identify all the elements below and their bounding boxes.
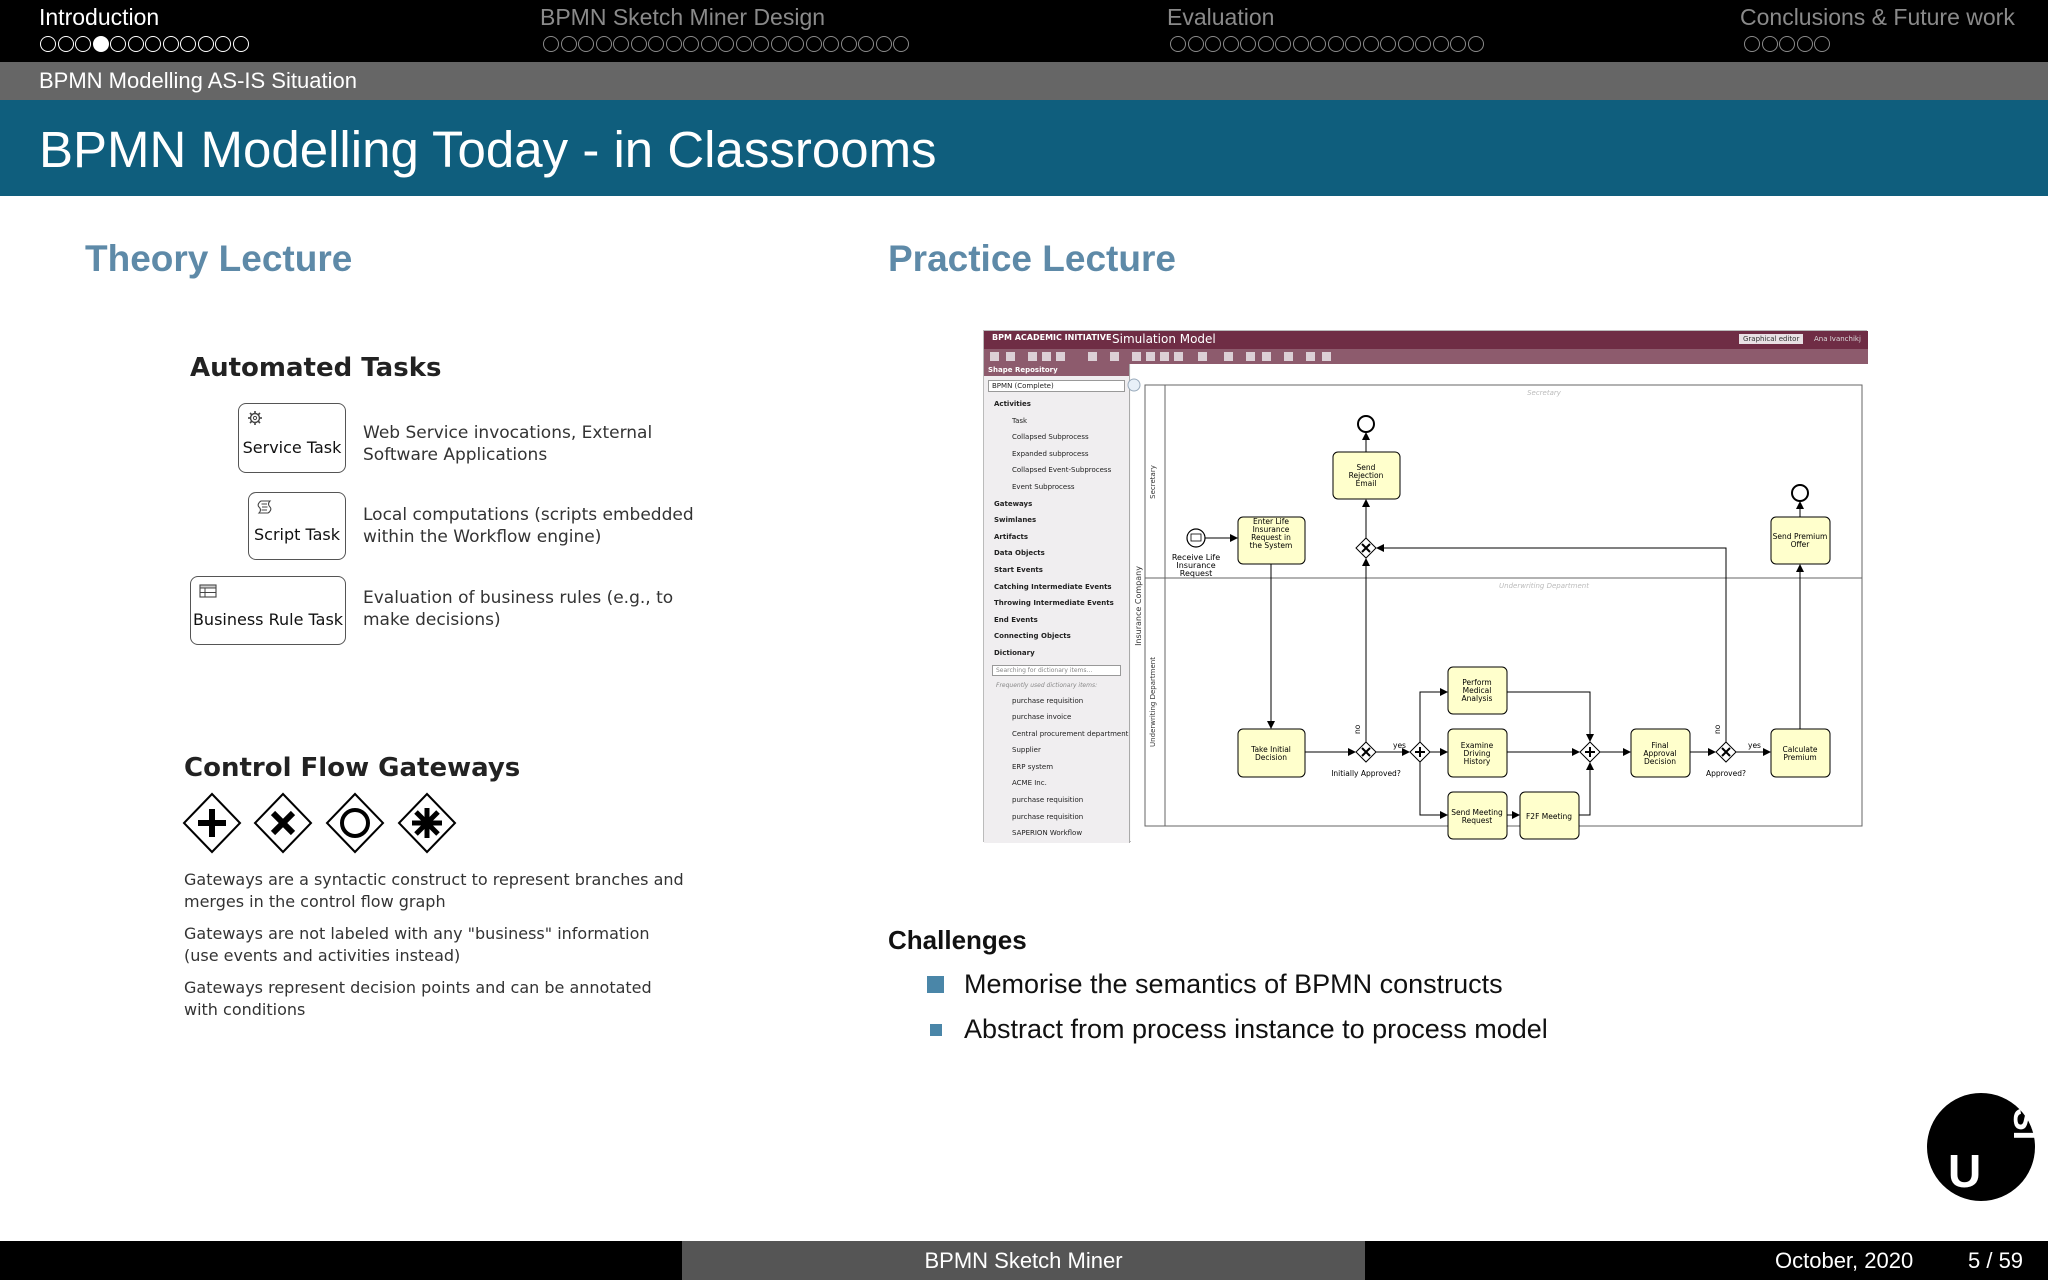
nav-dot[interactable] bbox=[180, 36, 196, 52]
nav-dot[interactable] bbox=[718, 36, 734, 52]
dictionary-item: Central procurement department bbox=[1012, 729, 1129, 738]
nav-section-title[interactable]: Conclusions & Future work bbox=[1740, 4, 2015, 30]
task-description: Web Service invocations, External Software Applications bbox=[363, 423, 653, 465]
nav-dot[interactable] bbox=[858, 36, 874, 52]
flow-label-yes: yes bbox=[1748, 741, 1761, 750]
nav-section-title[interactable]: Introduction bbox=[39, 4, 160, 30]
shape-repository-panel bbox=[984, 364, 1130, 843]
nav-dot[interactable] bbox=[1762, 36, 1778, 52]
challenges-heading: Challenges bbox=[888, 925, 1027, 955]
modeling-tool-screenshot bbox=[983, 330, 1867, 842]
footer-center-panel bbox=[682, 1241, 1365, 1280]
dictionary-item: purchase requisition bbox=[1012, 812, 1084, 821]
dictionary-item: ACME Inc. bbox=[1012, 779, 1047, 788]
table-icon bbox=[199, 583, 217, 602]
usi-logo-u: U bbox=[1948, 1145, 1982, 1197]
nav-dot[interactable] bbox=[1345, 36, 1361, 52]
repository-item: Swimlanes bbox=[994, 516, 1037, 525]
dictionary-item: purchase invoice bbox=[1012, 713, 1072, 722]
nav-dot[interactable] bbox=[1170, 36, 1186, 52]
nav-dot[interactable] bbox=[736, 36, 752, 52]
lane-label: Secretary bbox=[1149, 465, 1157, 499]
task-initial: Take Initial Decision bbox=[1251, 745, 1291, 762]
start-event-label: Receive Life Insurance Request bbox=[1171, 553, 1221, 578]
task-f2f: F2F Meeting bbox=[1525, 812, 1573, 821]
parallel-gateway-icon bbox=[184, 794, 240, 852]
repository-item: Connecting Objects bbox=[994, 632, 1071, 641]
nav-dot[interactable] bbox=[1797, 36, 1813, 52]
tool-title-bar bbox=[984, 331, 1868, 349]
nav-dot[interactable] bbox=[215, 36, 231, 52]
nav-dot[interactable] bbox=[93, 36, 109, 52]
nav-dot[interactable] bbox=[648, 36, 664, 52]
repository-list bbox=[984, 396, 1129, 645]
automated-tasks-heading: Automated Tasks bbox=[190, 353, 442, 383]
nav-dot[interactable] bbox=[578, 36, 594, 52]
usi-logo-si: SI bbox=[2006, 1108, 2044, 1141]
exclusive-gateway-icon bbox=[255, 794, 311, 852]
nav-dot[interactable] bbox=[788, 36, 804, 52]
nav-progress-dots[interactable] bbox=[1744, 36, 1830, 52]
nav-dot[interactable] bbox=[823, 36, 839, 52]
repository-item: Artifacts bbox=[994, 532, 1029, 541]
footer-presentation-title: BPMN Sketch Miner bbox=[924, 1248, 1123, 1273]
nav-dot[interactable] bbox=[40, 36, 56, 52]
tool-toolbar bbox=[984, 349, 1868, 364]
task-label: Script Task bbox=[253, 525, 341, 544]
challenge-item bbox=[927, 1014, 1548, 1045]
nav-dot[interactable] bbox=[841, 36, 857, 52]
nav-dot[interactable] bbox=[561, 36, 577, 52]
task-rejection: Send Rejection Email bbox=[1348, 463, 1384, 488]
repository-item: Collapsed Subprocess bbox=[1012, 433, 1089, 442]
lane-label: Underwriting Department bbox=[1149, 657, 1157, 747]
repository-item: Activities bbox=[994, 400, 1031, 408]
nav-section-title[interactable]: Evaluation bbox=[1167, 4, 1275, 30]
nav-dot[interactable] bbox=[876, 36, 892, 52]
nav-dot[interactable] bbox=[1293, 36, 1309, 52]
nav-dot[interactable] bbox=[233, 36, 249, 52]
repository-item: End Events bbox=[994, 615, 1038, 624]
gear-icon bbox=[247, 410, 263, 430]
tool-model-title: Simulation Model bbox=[1112, 332, 1216, 346]
dictionary-item: Supplier bbox=[1012, 746, 1041, 755]
nav-dot[interactable] bbox=[1450, 36, 1466, 52]
tool-mode-dropdown: Graphical editor bbox=[1739, 334, 1803, 344]
nav-dot[interactable] bbox=[110, 36, 126, 52]
bullet-square-icon bbox=[927, 976, 944, 993]
challenge-item bbox=[927, 969, 1503, 1000]
script-task-shape bbox=[248, 492, 346, 560]
nav-progress-dots[interactable] bbox=[543, 36, 909, 52]
nav-dot[interactable] bbox=[1814, 36, 1830, 52]
nav-dot[interactable] bbox=[631, 36, 647, 52]
gateway-label: Initially Approved? bbox=[1331, 769, 1401, 778]
dictionary-item: purchase requisition bbox=[1012, 796, 1084, 805]
footer-page-number: 5 / 59 bbox=[1968, 1248, 2024, 1273]
complex-gateway-icon bbox=[399, 794, 455, 852]
nav-dot[interactable] bbox=[683, 36, 699, 52]
nav-dot[interactable] bbox=[163, 36, 179, 52]
nav-dot[interactable] bbox=[771, 36, 787, 52]
nav-dot[interactable] bbox=[806, 36, 822, 52]
nav-dot[interactable] bbox=[596, 36, 612, 52]
nav-dot[interactable] bbox=[198, 36, 214, 52]
nav-dot[interactable] bbox=[543, 36, 559, 52]
slide-title: BPMN Modelling Today - in Classrooms bbox=[39, 121, 937, 178]
subsection-title: BPMN Modelling AS-IS Situation bbox=[39, 68, 357, 93]
stencil-select: BPMN (Complete) bbox=[988, 380, 1125, 392]
nav-dot[interactable] bbox=[666, 36, 682, 52]
nav-dot[interactable] bbox=[701, 36, 717, 52]
dictionary-list bbox=[984, 693, 1129, 842]
slide-footer bbox=[0, 1241, 2048, 1280]
nav-dot[interactable] bbox=[145, 36, 161, 52]
dictionary-item: ERP system bbox=[1012, 762, 1054, 771]
nav-dot[interactable] bbox=[1275, 36, 1291, 52]
task-medical: Perform Medical Analysis bbox=[1461, 678, 1493, 703]
task-premium: Calculate Premium bbox=[1782, 745, 1818, 762]
nav-dot[interactable] bbox=[1310, 36, 1326, 52]
challenge-text: Memorise the semantics of BPMN constructs bbox=[964, 969, 1503, 999]
dictionary-item: purchase requisition bbox=[1012, 696, 1084, 705]
repository-item: Event Subprocess bbox=[1012, 482, 1075, 491]
control-flow-gateways-heading: Control Flow Gateways bbox=[184, 753, 521, 783]
task-description: Local computations (scripts embedded within the Workflow engine) bbox=[363, 505, 694, 547]
task-description: Evaluation of business rules (e.g., to make decisions) bbox=[363, 588, 674, 630]
dictionary-search: Searching for dictionary items... bbox=[992, 665, 1121, 676]
repository-item: Collapsed Event-Subprocess bbox=[1012, 466, 1112, 475]
subsection-bar bbox=[0, 62, 2048, 100]
nav-dot[interactable] bbox=[1205, 36, 1221, 52]
nav-dot[interactable] bbox=[1415, 36, 1431, 52]
usi-logo bbox=[1926, 1092, 2044, 1202]
dictionary-label: Dictionary bbox=[994, 648, 1035, 657]
tool-logo: BPM ACADEMIC INITIATIVE bbox=[992, 333, 1112, 342]
flow-label-yes: yes bbox=[1393, 741, 1406, 750]
nav-dot[interactable] bbox=[753, 36, 769, 52]
task-meeting-request: Send Meeting Request bbox=[1451, 808, 1503, 825]
repository-item: Catching Intermediate Events bbox=[994, 582, 1112, 591]
nav-dot[interactable] bbox=[1744, 36, 1760, 52]
gateway-symbols bbox=[183, 793, 463, 853]
slide-title-bar bbox=[0, 100, 2048, 196]
repository-item: Data Objects bbox=[994, 549, 1045, 558]
flow-label-no: no bbox=[1353, 724, 1362, 734]
nav-dot[interactable] bbox=[1468, 36, 1484, 52]
repository-item: Task bbox=[1012, 416, 1028, 425]
repository-item: Start Events bbox=[994, 565, 1043, 574]
repository-header: Shape Repository bbox=[984, 364, 1129, 376]
nav-progress-dots[interactable] bbox=[40, 36, 249, 52]
repository-item: Gateways bbox=[994, 499, 1033, 508]
challenge-text: Abstract from process instance to process model bbox=[964, 1014, 1548, 1044]
gateway-note: Gateways are not labeled with any "business" information (use events and activities instead) bbox=[184, 924, 650, 965]
lane-watermark: Secretary bbox=[1527, 389, 1561, 397]
task-final: Final Approval Decision bbox=[1643, 741, 1677, 766]
bpmn-canvas bbox=[1131, 364, 1868, 843]
nav-dot[interactable] bbox=[58, 36, 74, 52]
section-navigation bbox=[0, 0, 2048, 62]
nav-dot[interactable] bbox=[1433, 36, 1449, 52]
nav-dot[interactable] bbox=[1779, 36, 1795, 52]
theory-heading: Theory Lecture bbox=[85, 238, 353, 279]
task-label: Service Task bbox=[242, 438, 342, 457]
nav-dot[interactable] bbox=[893, 36, 909, 52]
dictionary-item: SAPERION Workflow bbox=[1012, 829, 1083, 838]
task-label: Business Rule Task bbox=[192, 610, 344, 629]
dictionary-hint: Frequently used dictionary items: bbox=[996, 681, 1098, 689]
nav-dot[interactable] bbox=[1363, 36, 1379, 52]
pool-label: Insurance Company bbox=[1134, 566, 1143, 646]
nav-dot[interactable] bbox=[1328, 36, 1344, 52]
repository-item: Throwing Intermediate Events bbox=[994, 599, 1114, 608]
service-task-shape bbox=[238, 403, 346, 473]
gateway-label: Approved? bbox=[1706, 769, 1746, 778]
nav-dot[interactable] bbox=[1258, 36, 1274, 52]
task-enter: Enter Life Insurance Request in the System bbox=[1249, 517, 1293, 550]
nav-dot[interactable] bbox=[128, 36, 144, 52]
task-offer: Send Premium Offer bbox=[1772, 532, 1828, 549]
nav-dot[interactable] bbox=[75, 36, 91, 52]
footer-date: October, 2020 bbox=[1775, 1248, 1914, 1273]
nav-dot[interactable] bbox=[1380, 36, 1396, 52]
nav-progress-dots[interactable] bbox=[1170, 36, 1484, 52]
bullet-square-icon bbox=[930, 1024, 942, 1036]
nav-dot[interactable] bbox=[1188, 36, 1204, 52]
task-history: Examine Driving History bbox=[1460, 741, 1494, 766]
nav-dot[interactable] bbox=[1398, 36, 1414, 52]
nav-dot[interactable] bbox=[613, 36, 629, 52]
nav-dot[interactable] bbox=[1223, 36, 1239, 52]
gateway-note: Gateways are a syntactic construct to represent branches and merges in the control flow graph bbox=[184, 870, 684, 911]
flow-label-no: no bbox=[1713, 724, 1722, 734]
lane-watermark: Underwriting Department bbox=[1499, 582, 1589, 590]
nav-section-title[interactable]: BPMN Sketch Miner Design bbox=[540, 4, 826, 30]
script-icon bbox=[257, 499, 273, 519]
repository-item: Expanded subprocess bbox=[1012, 449, 1089, 458]
inclusive-gateway-icon bbox=[327, 794, 383, 852]
gateway-note: Gateways represent decision points and can be annotated with conditions bbox=[184, 978, 652, 1019]
business-rule-task-shape bbox=[190, 576, 346, 645]
tool-user-name: Ana Ivanchikj bbox=[1814, 335, 1861, 343]
nav-dot[interactable] bbox=[1240, 36, 1256, 52]
practice-heading: Practice Lecture bbox=[888, 238, 1176, 279]
